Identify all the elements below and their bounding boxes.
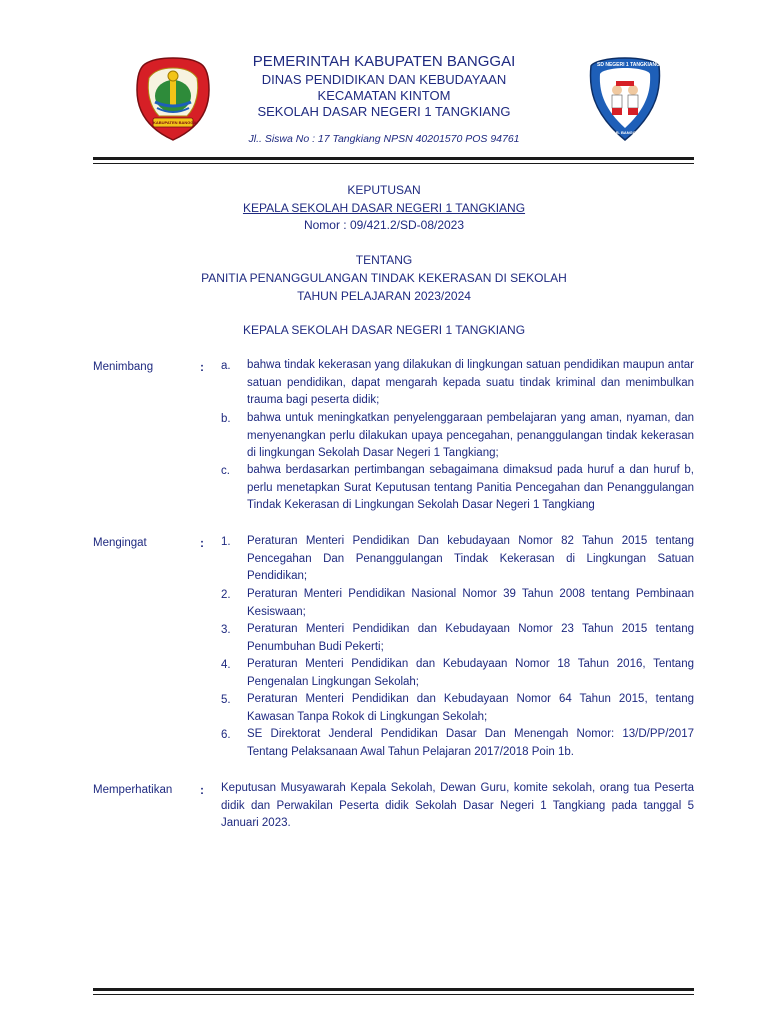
decree-tentang: TENTANG: [355, 253, 413, 267]
mengingat-item: SE Direktorat Jenderal Pendidikan Dasar Dan Menengah Nomor: 13/D/PP/2017 Tentang Pelaksanaan Awal Tahun Pelajaran 2017/2018 Poin 1b.: [247, 728, 694, 758]
mengingat-label: Mengingat: [93, 537, 147, 549]
decree-issuer-repeat: KEPALA SEKOLAH DASAR NEGERI 1 TANGKIANG: [242, 323, 526, 337]
footer-rule-thin: [93, 994, 694, 995]
emblem-caption: KABUPATEN BANGGAI: [153, 120, 198, 125]
menimbang-item: bahwa berdasarkan pertimbangan sebagaimana dimaksud pada huruf a dan huruf b, perlu menetapkan Surat Keputusan tentang Panitia Pencegahan dan Penanggulangan Tindak Kekerasan di Lingkungan Sekolah Dasar Negeri 1 Tangkiang: [247, 464, 694, 511]
list-marker: 2.: [221, 589, 231, 601]
menimbang-label: Menimbang: [93, 361, 154, 373]
list-marker: 3.: [221, 624, 231, 636]
header-school: SEKOLAH DASAR NEGERI 1 TANGKIANG: [257, 104, 511, 119]
mengingat-item: Peraturan Menteri Pendidikan dan Kebudayaan Nomor 23 Tahun 2015 tentang Penumbuhan Budi Pekerti;: [247, 623, 694, 653]
header-government: PEMERINTAH KABUPATEN BANGGAI: [252, 53, 516, 70]
decree-issuer: KEPALA SEKOLAH DASAR NEGERI 1 TANGKIANG: [242, 201, 526, 215]
header-district: KECAMATAN KINTOM: [317, 88, 451, 103]
list-marker: b.: [221, 413, 231, 425]
memperhatikan-colon: :: [200, 783, 204, 797]
memperhatikan-text: Keputusan Musyawarah Kepala Sekolah, Dewan Guru, komite sekolah, orang tua Peserta didik dan Perwakilan Peserta didik Sekolah Dasar Negeri 1 Tangkiang pada tanggal 5 Januari 2023.: [221, 782, 694, 829]
menimbang-item: bahwa tindak kekerasan yang dilakukan di lingkungan satuan pendidikan maupun antar satuan pendidikan, dapat mengarah kepada suatu tindak kriminal dan menimbulkan trauma bagi peserta didik;: [247, 359, 694, 406]
mengingat-item: Peraturan Menteri Pendidikan Dan kebudayaan Nomor 82 Tahun 2015 tentang Pencegahan Dan Penanggulangan Tindak Kekerasan di Lingkungan Satuan Pendidikan;: [247, 535, 694, 582]
list-marker: 1.: [221, 536, 231, 548]
mengingat-item: Peraturan Menteri Pendidikan Nasional Nomor 39 Tahun 2008 tentang Pembinaan Kesiswaan;: [247, 588, 694, 618]
mengingat-item: Peraturan Menteri Pendidikan dan Kebudayaan Nomor 18 Tahun 2016, Tentang Pengenalan Lingkungan Sekolah;: [247, 658, 694, 688]
mengingat-colon: :: [200, 536, 204, 550]
decree-title: KEPUTUSAN: [347, 183, 421, 197]
list-marker: a.: [221, 360, 231, 372]
footer-rule-thick: [93, 988, 694, 991]
menimbang-item: bahwa untuk meningkatkan penyelenggaraan pembelajaran yang aman, nyaman, dan menyenangkan perlu dilakukan upaya pencegahan, penanggulangan tindak kekerasan di lingkungan Sekolah Dasar Negeri 1 Tangkiang;: [247, 412, 694, 459]
logo-arc-text: SD NEGERI 1 TANGKIANG: [597, 62, 660, 68]
memperhatikan-label: Memperhatikan: [93, 784, 173, 796]
decree-subject: PANITIA PENANGGULANGAN TINDAK KEKERASAN DI SEKOLAH: [201, 271, 567, 285]
header-department: DINAS PENDIDIKAN DAN KEBUDAYAAN: [261, 72, 507, 87]
decree-year: TAHUN PELAJARAN 2023/2024: [297, 289, 471, 303]
header-rule-thick: [93, 157, 694, 160]
header-rule-thin: [93, 163, 694, 164]
list-marker: 5.: [221, 694, 231, 706]
logo-bottom-text: KAB. BANGGAI: [610, 130, 640, 135]
list-marker: c.: [221, 465, 230, 477]
decree-number: Nomor : 09/421.2/SD-08/2023: [303, 218, 465, 232]
menimbang-colon: :: [200, 360, 204, 374]
list-marker: 6.: [221, 729, 231, 741]
mengingat-item: Peraturan Menteri Pendidikan dan Kebudayaan Nomor 64 Tahun 2015, tentang Kawasan Tanpa Rokok di Lingkungan Sekolah;: [247, 693, 694, 723]
list-marker: 4.: [221, 659, 231, 671]
header-address: Jl.. Siswa No : 17 Tangkiang NPSN 40201570 POS 94761: [248, 133, 520, 145]
